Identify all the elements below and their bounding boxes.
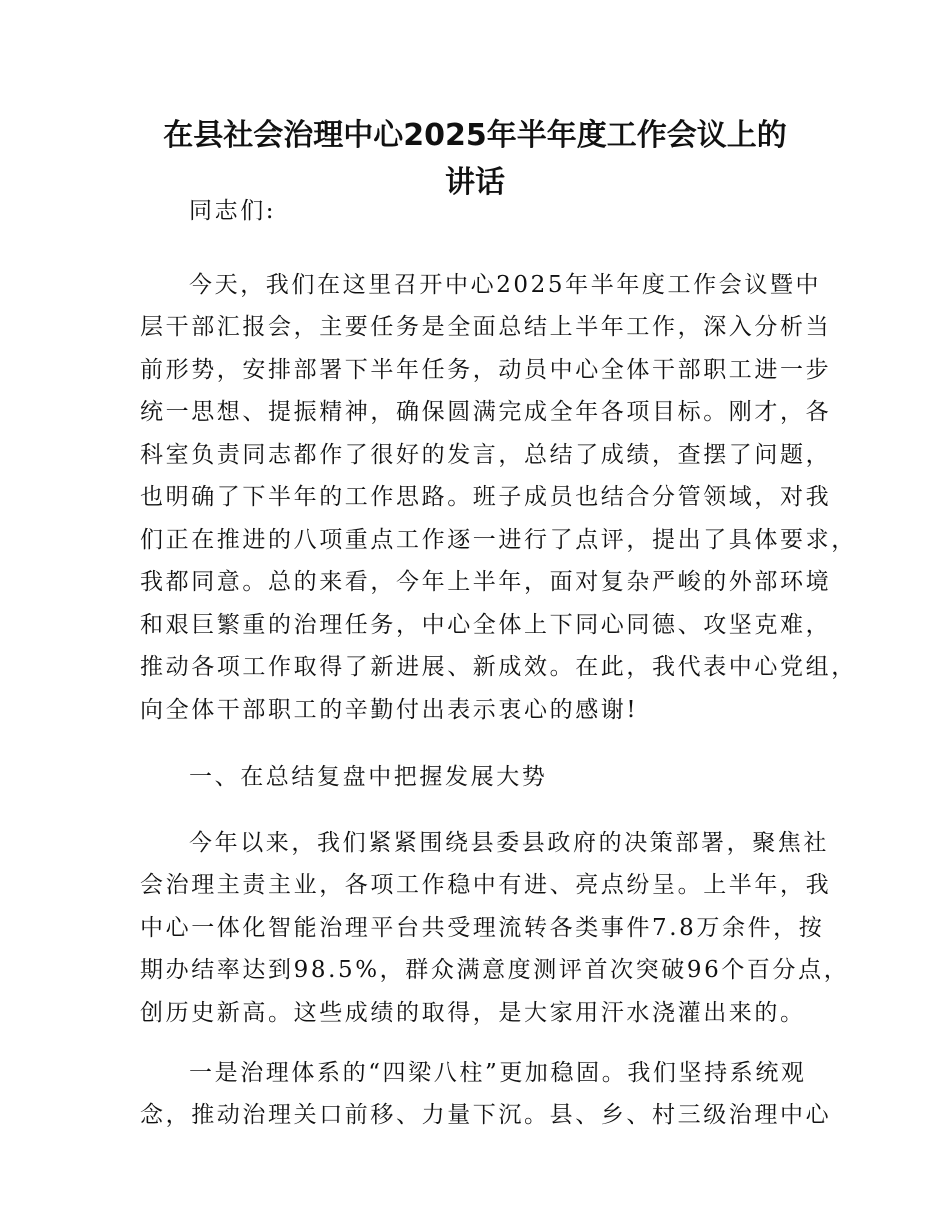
paragraph-line: 今年以来，我们紧紧围绕县委县政府的决策部署，聚焦社 (189, 830, 829, 856)
paragraph-line: 也明确了下半年的工作思路。班子成员也结合分管领域，对我 (140, 484, 832, 510)
paragraph-line: 统一思想、提振精神，确保圆满完成全年各项目标。刚才，各 (140, 399, 832, 425)
paragraph-line: 中心一体化智能治理平台共受理流转各类事件7.8万余件，按 (140, 915, 825, 941)
paragraph-line: 念，推动治理关口前移、力量下沉。县、乡、村三级治理中心 (140, 1102, 832, 1128)
paragraph-line: 今天，我们在这里召开中心2025年半年度工作会议暨中 (189, 272, 822, 298)
paragraph-line: 前形势，安排部署下半年任务，动员中心全体干部职工进一步 (140, 357, 832, 383)
section-heading: 一、在总结复盘中把握发展大势 (189, 764, 548, 790)
paragraph-line: 推动各项工作取得了新进展、新成效。在此，我代表中心党组， (140, 654, 857, 680)
salutation: 同志们: (189, 198, 277, 224)
paragraph-line: 一是治理体系的“四梁八柱”更加稳固。我们坚持系统观 (189, 1060, 807, 1086)
paragraph-line: 和艰巨繁重的治理任务，中心全体上下同心同德、攻坚克难， (140, 612, 832, 638)
document-title-line-1: 在县社会治理中心2025年半年度工作会议上的 (163, 118, 787, 153)
document-title-line-2: 讲话 (445, 165, 505, 200)
paragraph-line: 创历史新高。这些成绩的取得，是大家用汗水浇灌出来的。 (140, 1000, 806, 1026)
paragraph-line: 科室负责同志都作了很好的发言，总结了成绩，查摆了问题， (140, 442, 832, 468)
paragraph-line: 我都同意。总的来看，今年上半年，面对复杂严峻的外部环境 (140, 569, 832, 595)
paragraph-line: 期办结率达到98.5%，群众满意度测评首次突破96个百分点， (140, 957, 850, 983)
paragraph-line: 会治理主责主业，各项工作稳中有进、亮点纷呈。上半年，我 (140, 872, 832, 898)
paragraph-line: 层干部汇报会，主要任务是全面总结上半年工作，深入分析当 (140, 314, 832, 340)
paragraph-line: 们正在推进的八项重点工作逐一进行了点评，提出了具体要求， (140, 527, 857, 553)
paragraph-line: 向全体干部职工的辛勤付出表示衷心的感谢! (140, 697, 639, 723)
